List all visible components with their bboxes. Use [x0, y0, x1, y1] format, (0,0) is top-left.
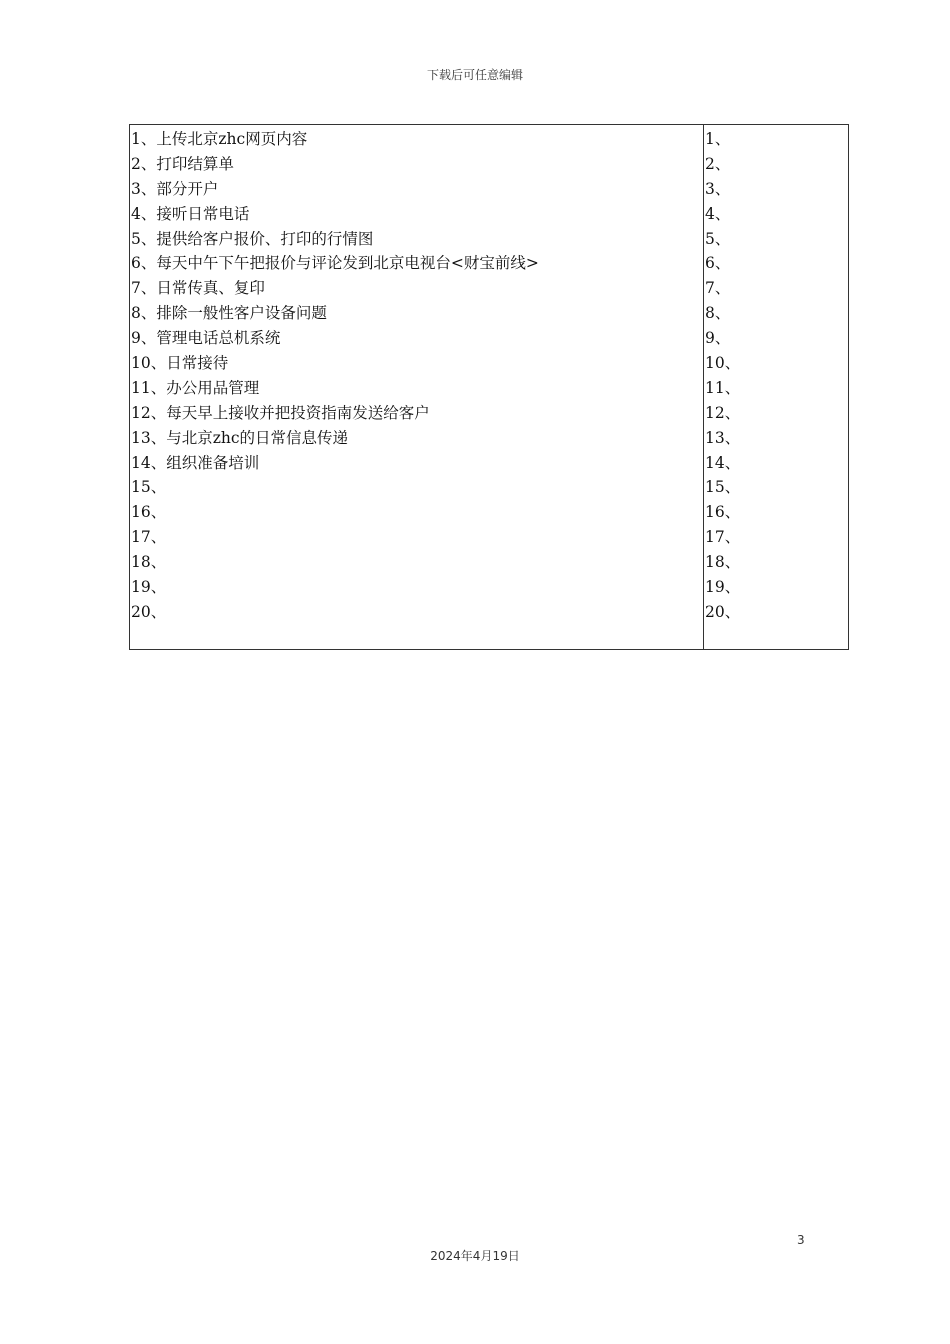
duty-item: 13、与北京zhc的日常信息传递 — [131, 428, 349, 447]
duty-item: 16、 — [131, 503, 167, 522]
page-date: 2024年4月19日 — [430, 1249, 520, 1263]
duty-item: 7、日常传真、复印 — [131, 279, 265, 298]
duty-table — [129, 124, 849, 650]
duty-item: 12、每天早上接收并把投资指南发送给客户 — [131, 403, 430, 422]
duty-item: 3、部分开户 — [131, 179, 219, 198]
number-item: 15、 — [705, 478, 741, 497]
number-item: 6、 — [705, 254, 731, 273]
duty-item: 15、 — [131, 478, 167, 497]
duty-item: 2、打印结算单 — [131, 154, 234, 173]
number-item: 2、 — [705, 154, 731, 173]
duty-item: 6、每天中午下午把报价与评论发到北京电视台<财宝前线> — [131, 254, 539, 273]
duty-list-column — [130, 125, 704, 649]
duty-item: 14、组织准备培训 — [131, 453, 260, 472]
duty-item: 19、 — [131, 578, 167, 597]
number-item: 17、 — [705, 528, 741, 547]
duty-item: 4、接听日常电话 — [131, 204, 250, 223]
number-item: 12、 — [705, 403, 741, 422]
number-item: 11、 — [705, 378, 741, 397]
duty-item: 5、提供给客户报价、打印的行情图 — [131, 229, 374, 248]
number-item: 16、 — [705, 503, 741, 522]
number-item: 20、 — [705, 602, 741, 621]
number-item: 7、 — [705, 279, 731, 298]
duty-item: 18、 — [131, 553, 167, 572]
number-item: 14、 — [705, 453, 741, 472]
number-item: 10、 — [705, 354, 741, 373]
number-item: 13、 — [705, 428, 741, 447]
page-header: 下载后可任意编辑 — [426, 68, 523, 82]
duty-item: 11、办公用品管理 — [131, 378, 260, 397]
duty-item: 17、 — [131, 528, 167, 547]
duty-item: 1、上传北京zhc网页内容 — [131, 130, 308, 148]
number-item: 5、 — [705, 229, 731, 248]
number-item: 18、 — [705, 553, 741, 572]
duty-item: 10、日常接待 — [131, 354, 229, 373]
number-item: 9、 — [705, 329, 731, 348]
number-column — [704, 125, 848, 649]
page-number: 3 — [797, 1233, 805, 1247]
duty-item: 9、管理电话总机系统 — [131, 329, 281, 348]
number-item: 3、 — [705, 179, 731, 198]
duty-item: 20、 — [131, 602, 167, 621]
number-item: 1、 — [705, 130, 731, 148]
duty-item: 8、排除一般性客户设备问题 — [131, 304, 327, 323]
number-item: 8、 — [705, 304, 731, 323]
number-item: 4、 — [705, 204, 731, 223]
number-item: 19、 — [705, 578, 741, 597]
